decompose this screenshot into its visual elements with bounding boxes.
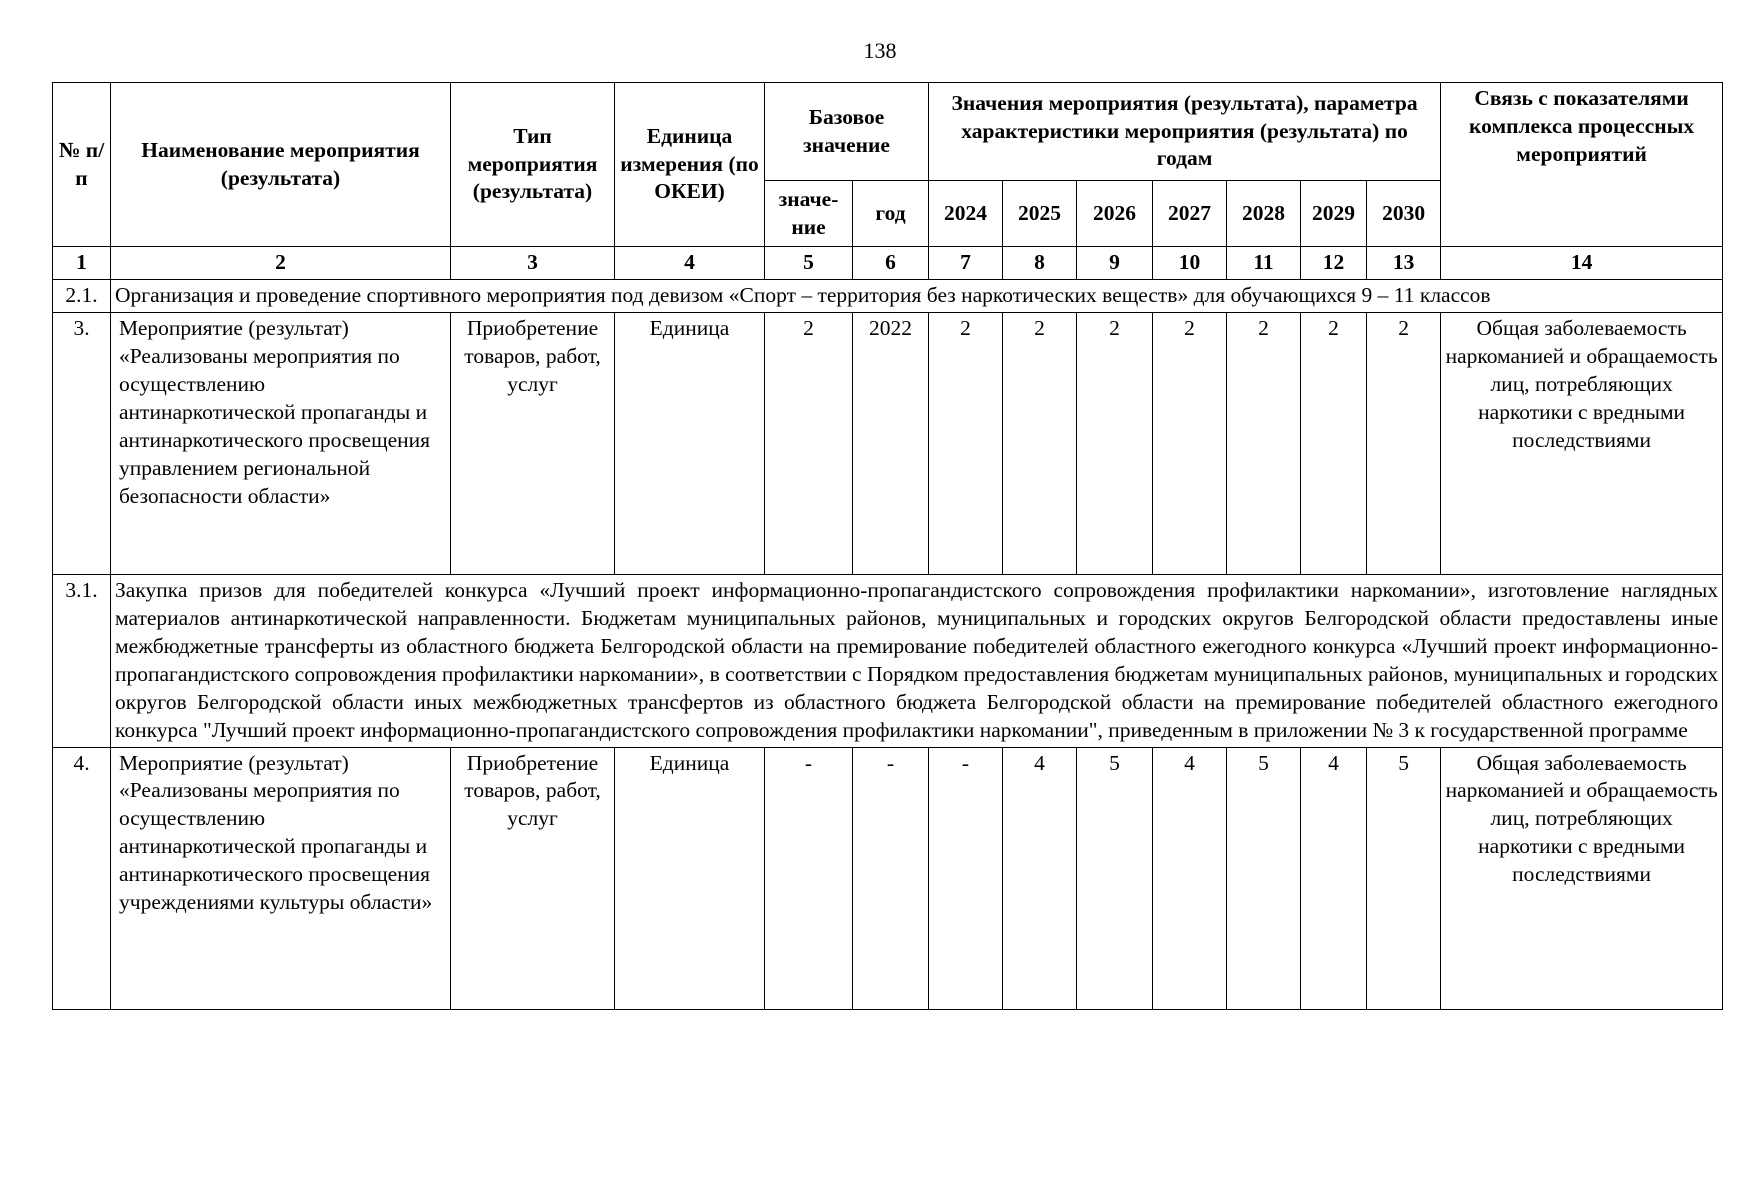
header-base-value: значе-ние <box>765 181 853 247</box>
header-year: 2024 <box>929 181 1003 247</box>
result-name: Мероприятие (результат) «Реализованы мероприятия по осуществлению антинаркотической пропаганды и антинаркотического просвещения учреждениями культуры области» <box>111 747 451 1009</box>
subitem-text: Закупка призов для победителей конкурса «Лучший проект информационно-пропагандистского сопровождения профилактики наркомании», изготовление наглядных материалов антинаркотической направленности. Бюджетам муниципальных районов, муниципальных и городских округов Белгородской области предоставлены иные межбюджетные трансферты из областного бюджета Белгородской области на премирование победителей областного ежегодного конкурса «Лучший проект информационно-пропагандистского сопровождения профилактики наркомании», в соответствии с Порядком предоставления бюджетам муниципальных районов, муниципальных и городских округов Белгородской области иных межбюджетных трансфертов из областного бюджета Белгородской области на премирование победителей областного ежегодного конкурса "Лучший проект информационно-пропагандистского сопровождения профилактики наркомании", приведенным в приложении № 3 к государственной программе <box>111 574 1723 747</box>
column-number: 11 <box>1227 247 1301 280</box>
table-header <box>53 83 1723 280</box>
year-value: 2 <box>1301 312 1367 574</box>
table-row <box>53 279 1723 312</box>
column-numbers-row <box>53 247 1723 280</box>
linked-indicator: Общая заболеваемость наркоманией и обращаемость лиц, потребляющих наркотики с вредными последствиями <box>1441 747 1723 1009</box>
column-number: 8 <box>1003 247 1077 280</box>
header-type: Тип мероприятия (результата) <box>451 83 615 247</box>
header-num: № п/п <box>53 83 111 247</box>
header-year: 2025 <box>1003 181 1077 247</box>
row-number: 3. <box>53 312 111 574</box>
column-number: 2 <box>111 247 451 280</box>
header-base-year: год <box>853 181 929 247</box>
base-value: - <box>765 747 853 1009</box>
header-year: 2028 <box>1227 181 1301 247</box>
base-year: - <box>853 747 929 1009</box>
header-base: Базовое значение <box>765 83 929 181</box>
column-number: 5 <box>765 247 853 280</box>
column-number: 13 <box>1367 247 1441 280</box>
column-number: 7 <box>929 247 1003 280</box>
year-value: 4 <box>1003 747 1077 1009</box>
base-year: 2022 <box>853 312 929 574</box>
column-number: 12 <box>1301 247 1367 280</box>
year-value: 2 <box>1153 312 1227 574</box>
column-number: 6 <box>853 247 929 280</box>
year-value: 2 <box>1227 312 1301 574</box>
header-link: Связь с показателями комплекса процессных мероприятий <box>1441 83 1723 247</box>
result-unit: Единица <box>615 312 765 574</box>
table-row <box>53 747 1723 1009</box>
year-value: 4 <box>1153 747 1227 1009</box>
year-value: 2 <box>1077 312 1153 574</box>
header-year: 2026 <box>1077 181 1153 247</box>
linked-indicator: Общая заболеваемость наркоманией и обращаемость лиц, потребляющих наркотики с вредными последствиями <box>1441 312 1723 574</box>
column-number: 10 <box>1153 247 1227 280</box>
year-value: 2 <box>1003 312 1077 574</box>
header-year: 2030 <box>1367 181 1441 247</box>
result-type: Приобретение товаров, работ, услуг <box>451 312 615 574</box>
year-value: 4 <box>1301 747 1367 1009</box>
base-value: 2 <box>765 312 853 574</box>
row-number: 2.1. <box>53 279 111 312</box>
subitem-text: Организация и проведение спортивного мероприятия под девизом «Спорт – территория без наркотических веществ» для обучающихся 9 – 11 классов <box>111 279 1723 312</box>
year-value: 2 <box>1367 312 1441 574</box>
result-name: Мероприятие (результат) «Реализованы мероприятия по осуществлению антинаркотической пропаганды и антинаркотического просвещения управлением региональной безопасности области» <box>111 312 451 574</box>
header-unit: Единица измерения (по ОКЕИ) <box>615 83 765 247</box>
result-unit: Единица <box>615 747 765 1009</box>
table-row <box>53 312 1723 574</box>
column-number: 4 <box>615 247 765 280</box>
column-number: 1 <box>53 247 111 280</box>
result-type: Приобретение товаров, работ, услуг <box>451 747 615 1009</box>
header-values: Значения мероприятия (результата), параметра характеристики мероприятия (результата) по годам <box>929 83 1441 181</box>
activities-table <box>52 82 1723 1010</box>
year-value: 5 <box>1077 747 1153 1009</box>
column-number: 9 <box>1077 247 1153 280</box>
row-number: 3.1. <box>53 574 111 747</box>
header-name: Наименование мероприятия (результата) <box>111 83 451 247</box>
header-year: 2029 <box>1301 181 1367 247</box>
header-year: 2027 <box>1153 181 1227 247</box>
year-value: 2 <box>929 312 1003 574</box>
column-number: 14 <box>1441 247 1723 280</box>
column-number: 3 <box>451 247 615 280</box>
year-value: - <box>929 747 1003 1009</box>
row-number: 4. <box>53 747 111 1009</box>
table-row <box>53 574 1723 747</box>
year-value: 5 <box>1367 747 1441 1009</box>
year-value: 5 <box>1227 747 1301 1009</box>
page-number: 138 <box>863 38 897 63</box>
